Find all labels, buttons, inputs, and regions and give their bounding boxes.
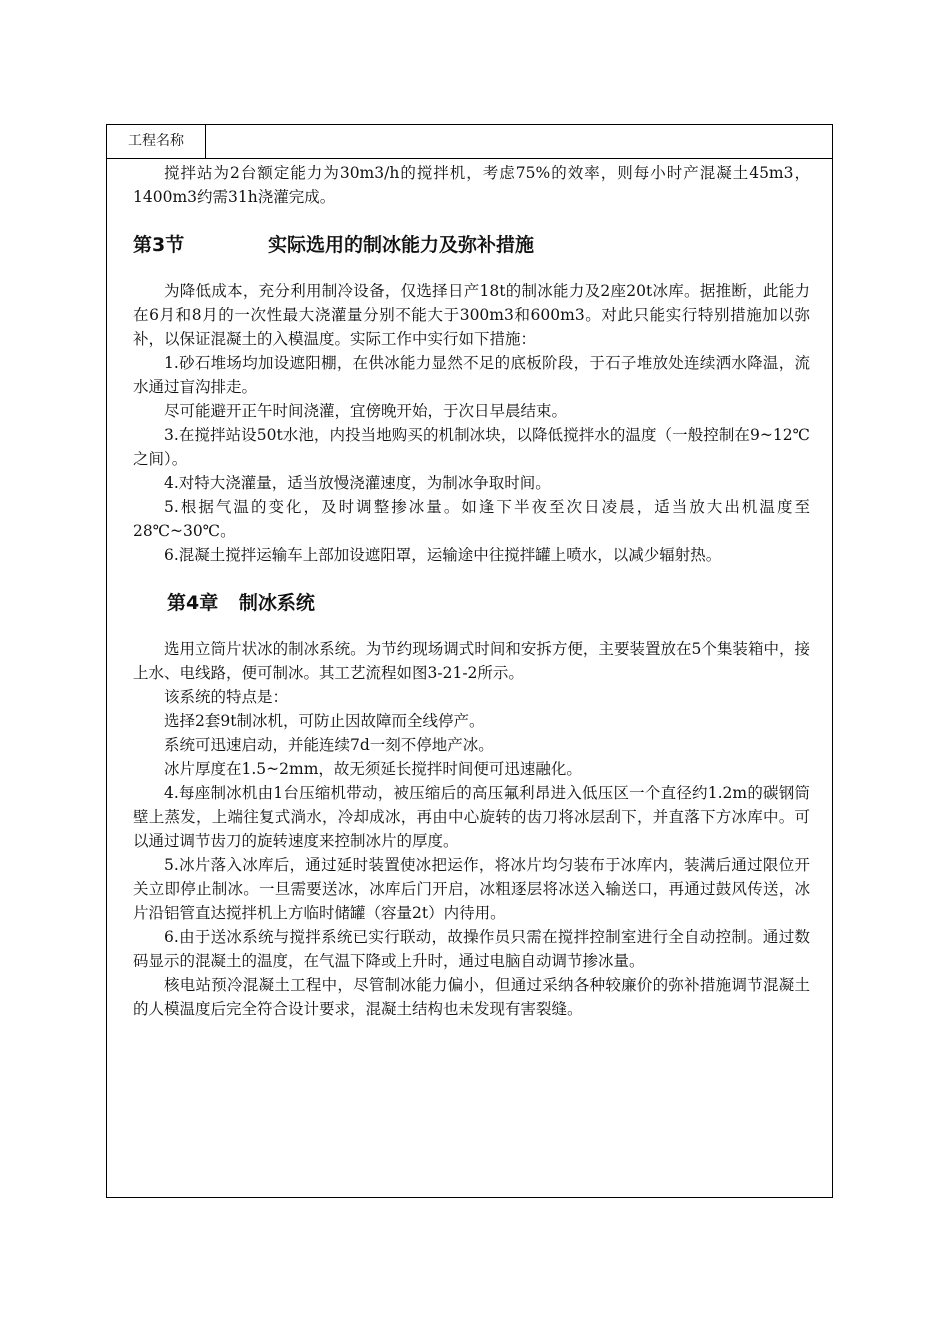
intro-paragraph: 搅拌站为2台额定能力为30m3/h的搅拌机，考虑75%的效率，则每小时产混凝土45m3，1400m3约需31h浇灌完成。 xyxy=(133,164,810,206)
chapter-4-paragraph: 核电站预冷混凝土工程中，尽管制冰能力偏小，但通过采纳各种较廉价的弥补措施调节混凝土的人模温度后完全符合设计要求，混凝土结构也未发现有害裂缝。 xyxy=(133,976,810,1018)
chapter-4-title: 制冰系统 xyxy=(238,592,315,614)
chapter-4-paragraph: 5.冰片落入冰库后，通过延时装置使冰把运作，将冰片均匀装布于冰库内，装满后通过限位开关立即停止制冰。一旦需要送冰，冰库后门开启，冰粗逐层将冰送入输送口，再通过鼓风传送，冰片沿铝管直达搅拌机上方临时储罐（容量2t）内待用。 xyxy=(133,856,810,922)
section-3-number: 第3节 xyxy=(133,234,185,256)
chapter-4-paragraph: 该系统的特点是： xyxy=(164,688,289,706)
chapter-4-paragraph: 选用立筒片状冰的制冰系统。为节约现场调式时间和安拆方便，主要装置放在5个集装箱中，接上水、电线路，便可制冰。其工艺流程如图3-21-2所示。 xyxy=(133,640,810,682)
header-row xyxy=(107,125,832,159)
chapter-4-heading xyxy=(167,589,810,617)
chapter-4-paragraph: 系统可迅速启动，并能连续7d一刻不停地产冰。 xyxy=(164,736,494,754)
project-name-label: 工程名称 xyxy=(107,125,206,158)
project-name-value xyxy=(207,125,832,158)
section-3-paragraph: 3.在搅拌站设50t水池，内投当地购买的机制冰块，以降低搅拌水的温度（一般控制在9~12℃之间）。 xyxy=(133,426,810,468)
section-3-paragraph: 6.混凝土搅拌运输车上部加设遮阳罩，运输途中往搅拌罐上喷水，以减少辐射热。 xyxy=(164,546,722,564)
chapter-4-paragraph: 6.由于送冰系统与搅拌系统已实行联动，故操作员只需在搅拌控制室进行全自动控制。通过数码显示的混凝土的温度，在气温下降或上升时，通过电脑自动调节掺冰量。 xyxy=(133,928,810,970)
document-body xyxy=(133,161,810,1021)
document-table xyxy=(106,124,833,1198)
section-3-paragraph: 1.砂石堆场均加设遮阳棚，在供冰能力显然不足的底板阶段，于石子堆放处连续洒水降温，流水通过盲沟排走。 xyxy=(133,354,810,396)
section-3-paragraph: 4.对特大浇灌量，适当放慢浇灌速度，为制冰争取时间。 xyxy=(164,474,551,492)
section-3-title: 实际选用的制冰能力及弥补措施 xyxy=(268,234,535,256)
section-3-paragraph: 尽可能避开正午时间浇灌，宜傍晚开始，于次日早晨结束。 xyxy=(164,402,568,420)
chapter-4-paragraph: 4.每座制冰机由1台压缩机带动，被压缩后的高压氟利昂进入低压区一个直径约1.2m的碳钢筒壁上蒸发，上端往复式淌水，冷却成冰，再由中心旋转的齿刀将冰层刮下，并直落下方冰库中。可以通过调节齿刀的旋转速度来控制冰片的厚度。 xyxy=(133,784,810,850)
chapter-4-paragraph: 冰片厚度在1.5~2mm，故无须延长搅拌时间便可迅速融化。 xyxy=(164,760,582,778)
chapter-4-paragraph: 选择2套9t制冰机，可防止因故障而全线停产。 xyxy=(164,712,485,730)
section-3-paragraph: 5.根据气温的变化，及时调整掺冰量。如逢下半夜至次日凌晨，适当放大出机温度至28℃~30℃。 xyxy=(133,498,810,540)
section-3-heading xyxy=(133,231,810,259)
chapter-4-number: 第4章 xyxy=(167,592,219,614)
section-3-paragraph: 为降低成本，充分利用制冷设备，仅选择日产18t的制冰能力及2座20t冰库。据推断，此能力在6月和8月的一次性最大浇灌量分别不能大于300m3和600m3。对此只能实行特别措施加以弥补，以保证混凝土的入模温度。实际工作中实行如下措施： xyxy=(133,282,810,348)
